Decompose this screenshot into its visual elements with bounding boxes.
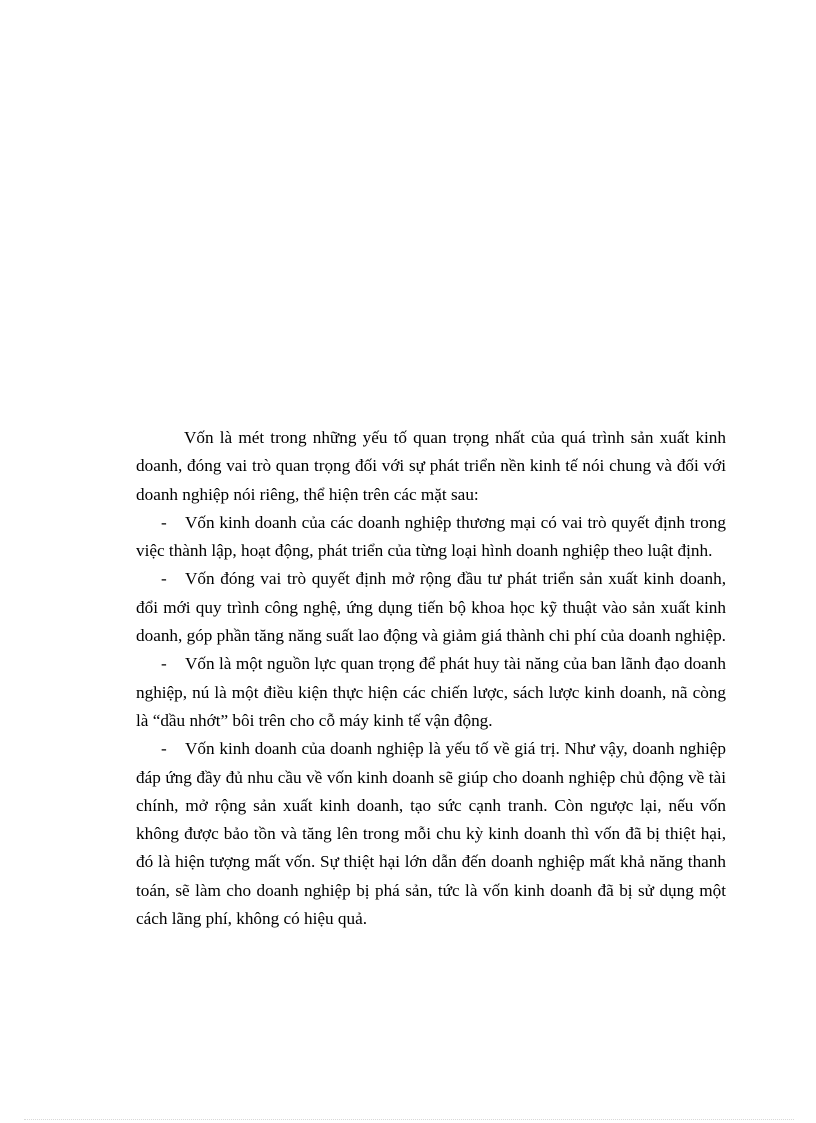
bullet-text: Vốn kinh doanh của doanh nghiệp là yếu tố về giá trị. Như vậy, doanh nghiệp đáp ứng đầy đủ nhu cầu về vốn kinh doanh sẽ giúp cho doanh nghiệp chủ động về tài chính, mở rộng sản xuất kinh doanh, tạo sức cạnh tranh. Còn ngược lại, nếu vốn không được bảo tồn và tăng lên trong mỗi chu kỳ kinh doanh thì vốn đã bị thiệt hại, đó là hiện tượng mất vốn. Sự thiệt hại lớn dẫn đến doanh nghiệp mất khả năng thanh toán, sẽ làm cho doanh nghiệp bị phá sản, tức là vốn kinh doanh đã bị sử dụng một cách lãng phí, không có hiệu quả.	[136, 739, 726, 929]
bullet-item-3	[136, 650, 726, 735]
bullet-item-4	[136, 735, 726, 933]
bullet-dash: -	[161, 512, 167, 532]
bullet-text: Vốn đóng vai trò quyết định mở rộng đầu tư phát triển sản xuất kinh doanh, đổi mới quy trình công nghệ, ứng dụng tiến bộ khoa học kỹ thuật vào sản xuất kinh doanh, góp phần tăng năng suất lao động và giảm giá thành chi phí của doanh nghiệp.	[136, 569, 726, 646]
intro-paragraph: Vốn là mét trong những yếu tố quan trọng nhất của quá trình sản xuất kinh doanh, đóng vai trò quan trọng đối với sự phát triển nền kinh tế nói chung và đối với doanh nghiệp nói riêng, thể hiện trên các mặt sau:	[136, 428, 726, 504]
bullet-text: Vốn là một nguồn lực quan trọng để phát huy tài năng của ban lãnh đạo doanh nghiệp, nú là một điều kiện thực hiện các chiến lược, sách lược kinh doanh, nã còng là “dầu nhớt” bôi trên cho cỗ máy kinh tế vận động.	[136, 654, 726, 730]
bullet-item-2	[136, 565, 726, 650]
bullet-text: Vốn kinh doanh của các doanh nghiệp thương mại có vai trò quyết định trong việc thành lập, hoạt động, phát triển của từng loại hình doanh nghiệp theo luật định.	[136, 512, 726, 561]
bullet-dash: -	[161, 739, 167, 759]
document-body	[136, 424, 726, 933]
bullet-dash: -	[161, 569, 167, 589]
footer-divider	[24, 1119, 794, 1120]
bullet-item-1	[136, 509, 726, 566]
bullet-dash: -	[161, 654, 167, 674]
